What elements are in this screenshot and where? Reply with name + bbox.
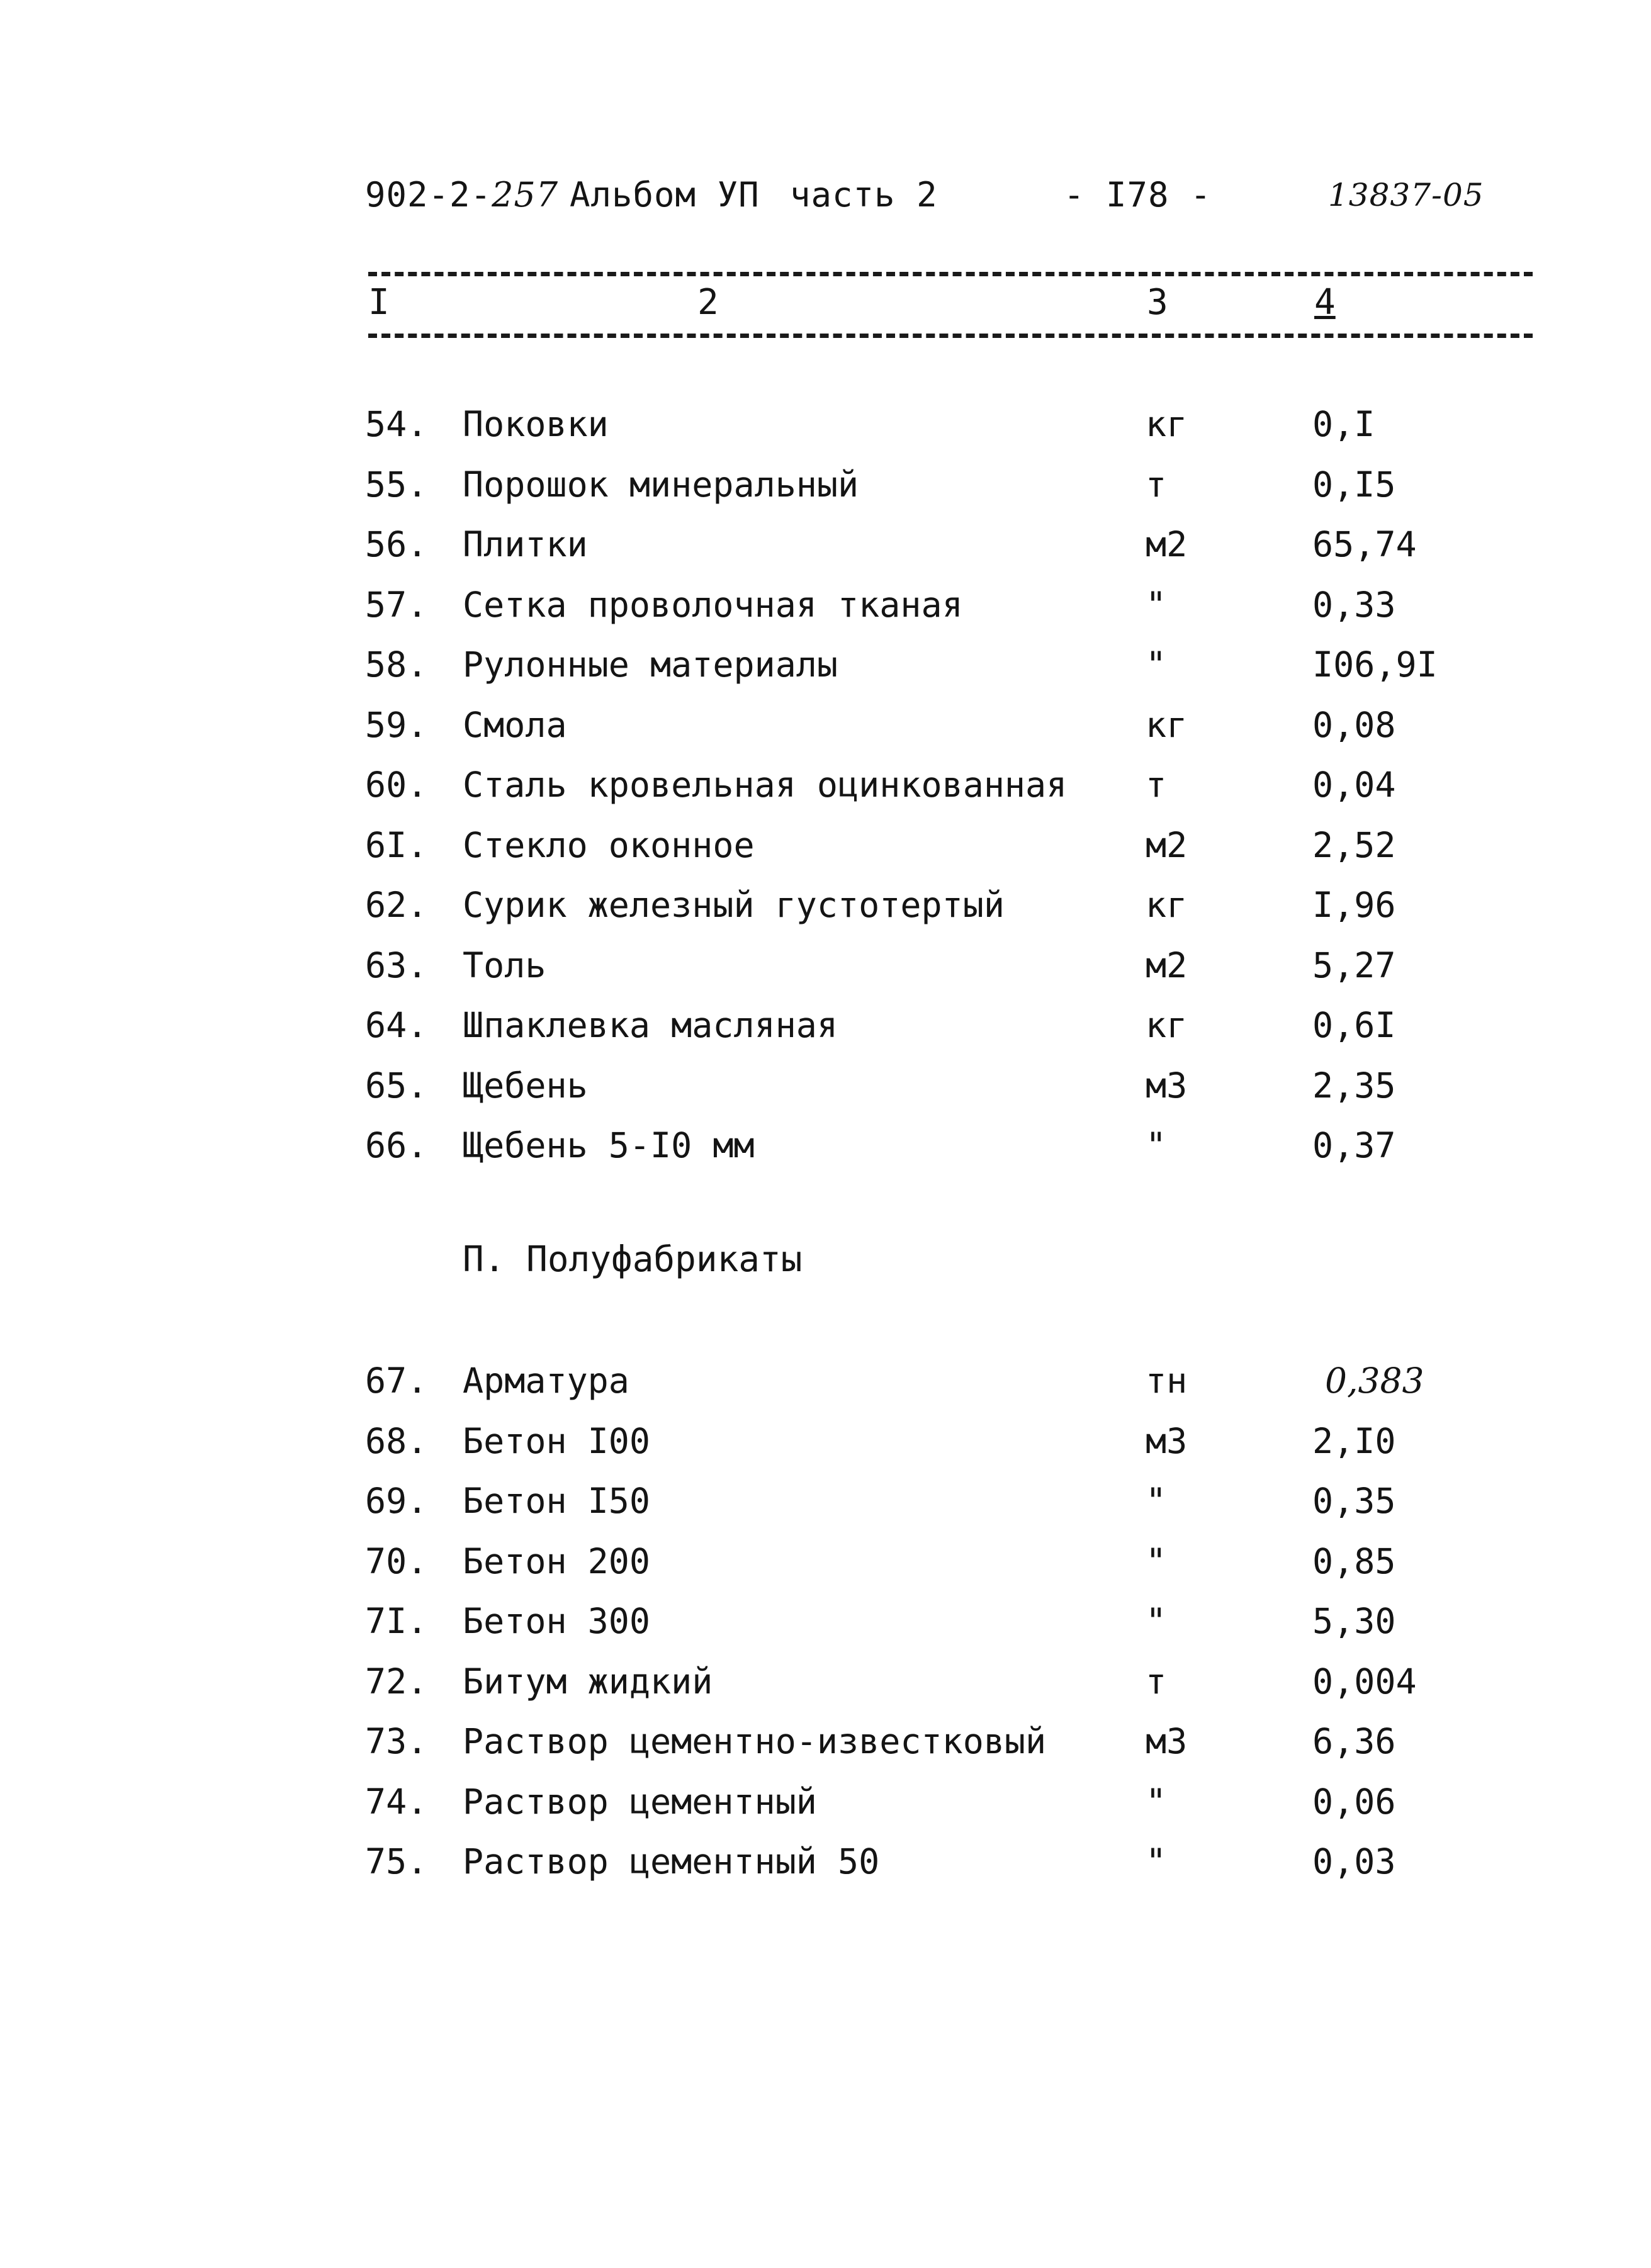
table-row: [0, 1653, 1651, 1710]
row-number: 67.: [365, 1361, 428, 1401]
quantity-cell: 0,35: [1312, 1481, 1396, 1521]
row-number: 70.: [365, 1541, 428, 1581]
series-code: [365, 173, 558, 217]
column-number-4: 4: [1314, 282, 1336, 323]
quantity-cell: 0,04: [1312, 765, 1396, 805]
table-row: [0, 816, 1651, 874]
item-name: Сурик железный густотертый: [463, 885, 1005, 925]
item-name: Сталь кровельная оцинкованная: [463, 765, 1068, 805]
table-row: [0, 876, 1651, 934]
item-name: Щебень: [463, 1065, 588, 1106]
unit-cell: ": [1146, 1841, 1167, 1882]
unit-cell: т: [1146, 765, 1167, 805]
item-name: Поковки: [463, 404, 609, 444]
row-number: 75.: [365, 1841, 428, 1882]
item-name: Толь: [463, 945, 546, 985]
unit-cell: ": [1146, 1781, 1167, 1822]
quantity-cell: 0,37: [1312, 1125, 1396, 1165]
header-top-rule: [368, 272, 1533, 276]
unit-cell: м2: [1146, 824, 1188, 865]
item-name: Стекло оконное: [463, 824, 755, 865]
quantity-cell: 0,383: [1325, 1361, 1424, 1401]
unit-cell: м3: [1146, 1420, 1188, 1461]
item-name: Арматура: [463, 1361, 629, 1401]
row-number: 56.: [365, 524, 428, 564]
table-row: [0, 1472, 1651, 1530]
quantity-cell: 5,30: [1312, 1601, 1396, 1641]
row-number: 64.: [365, 1005, 428, 1045]
row-number: 55.: [365, 464, 428, 505]
table-row: [0, 1352, 1651, 1410]
quantity-cell: I06,9I: [1312, 644, 1438, 685]
unit-cell: м3: [1146, 1065, 1188, 1106]
row-number: 57.: [365, 584, 428, 625]
item-name: Шпаклевка масляная: [463, 1005, 838, 1045]
section-title: П. Полуфабрикаты: [463, 1239, 803, 1280]
table-row: [0, 636, 1651, 693]
table-row: [0, 1532, 1651, 1590]
row-number: 62.: [365, 885, 428, 925]
column-number-3: 3: [1147, 282, 1168, 323]
unit-cell: ": [1146, 644, 1167, 685]
table-row: [0, 696, 1651, 754]
item-name: Смола: [463, 704, 567, 745]
row-number: 58.: [365, 644, 428, 685]
quantity-cell: 2,35: [1312, 1065, 1396, 1106]
column-number-1: I: [368, 282, 390, 323]
item-name: Сетка проволочная тканая: [463, 584, 963, 625]
row-number: 60.: [365, 765, 428, 805]
row-number: 7I.: [365, 1601, 428, 1641]
item-name: Щебень 5-I0 мм: [463, 1125, 755, 1165]
quantity-cell: 5,27: [1312, 945, 1396, 985]
unit-cell: т: [1146, 1661, 1167, 1702]
row-number: 74.: [365, 1781, 428, 1822]
unit-cell: тн: [1146, 1361, 1188, 1401]
album-label: Альбом УП: [570, 175, 760, 215]
table-row: [0, 1116, 1651, 1174]
unit-cell: ": [1146, 1481, 1167, 1521]
item-name: Раствор цементно-известковый: [463, 1721, 1047, 1761]
document-code: 13837-05: [1328, 177, 1484, 213]
item-name: Порошок минеральный: [463, 464, 859, 505]
unit-cell: кг: [1146, 885, 1188, 925]
table-row: [0, 395, 1651, 453]
row-number: 69.: [365, 1481, 428, 1521]
quantity-cell: 0,I5: [1312, 464, 1396, 505]
quantity-cell: 0,004: [1312, 1661, 1417, 1702]
quantity-cell: 0,85: [1312, 1541, 1396, 1581]
row-number: 68.: [365, 1420, 428, 1461]
row-number: 59.: [365, 704, 428, 745]
quantity-cell: 0,33: [1312, 584, 1396, 625]
table-row: [0, 1592, 1651, 1650]
series-prefix: 902-2-: [365, 175, 492, 215]
quantity-cell: 2,I0: [1312, 1420, 1396, 1461]
row-number: 54.: [365, 404, 428, 444]
unit-cell: ": [1146, 1541, 1167, 1581]
item-name: Бетон 300: [463, 1601, 651, 1641]
table-row: [0, 996, 1651, 1054]
unit-cell: м2: [1146, 945, 1188, 985]
unit-cell: т: [1146, 464, 1167, 505]
row-number: 66.: [365, 1125, 428, 1165]
unit-cell: кг: [1146, 704, 1188, 745]
quantity-cell: 6,36: [1312, 1721, 1396, 1761]
item-name: Раствор цементный: [463, 1781, 817, 1822]
part-label: часть 2: [790, 175, 938, 215]
table-row: [0, 1712, 1651, 1770]
quantity-cell: 0,6I: [1312, 1005, 1396, 1045]
item-name: Рулонные материалы: [463, 644, 838, 685]
column-number-2: 2: [697, 282, 719, 323]
row-number: 73.: [365, 1721, 428, 1761]
unit-cell: ": [1146, 584, 1167, 625]
quantity-cell: 0,06: [1312, 1781, 1396, 1822]
item-name: Бетон 200: [463, 1541, 651, 1581]
row-number: 72.: [365, 1661, 428, 1702]
table-row: [0, 756, 1651, 814]
quantity-cell: 65,74: [1312, 524, 1417, 564]
quantity-cell: I,96: [1312, 885, 1396, 925]
row-number: 6I.: [365, 824, 428, 865]
series-handwritten: 257: [492, 175, 559, 215]
item-name: Плитки: [463, 524, 588, 564]
unit-cell: м2: [1146, 524, 1188, 564]
table-row: [0, 936, 1651, 994]
table-row: [0, 456, 1651, 514]
table-row: [0, 515, 1651, 573]
table-row: [0, 1773, 1651, 1831]
unit-cell: кг: [1146, 1005, 1188, 1045]
item-name: Битум жидкий: [463, 1661, 713, 1702]
unit-cell: кг: [1146, 404, 1188, 444]
row-number: 65.: [365, 1065, 428, 1106]
header-bottom-rule: [368, 334, 1533, 338]
quantity-cell: 0,08: [1312, 704, 1396, 745]
quantity-cell: 0,I: [1312, 404, 1375, 444]
item-name: Раствор цементный 50: [463, 1841, 880, 1882]
unit-cell: ": [1146, 1601, 1167, 1641]
table-row: [0, 576, 1651, 634]
row-number: 63.: [365, 945, 428, 985]
unit-cell: ": [1146, 1125, 1167, 1165]
item-name: Бетон I00: [463, 1420, 651, 1461]
item-name: Бетон I50: [463, 1481, 651, 1521]
unit-cell: м3: [1146, 1721, 1188, 1761]
quantity-cell: 2,52: [1312, 824, 1396, 865]
quantity-cell: 0,03: [1312, 1841, 1396, 1882]
page-number: - I78 -: [1064, 175, 1212, 215]
table-row: [0, 1412, 1651, 1470]
table-row: [0, 1057, 1651, 1114]
table-row: [0, 1833, 1651, 1890]
